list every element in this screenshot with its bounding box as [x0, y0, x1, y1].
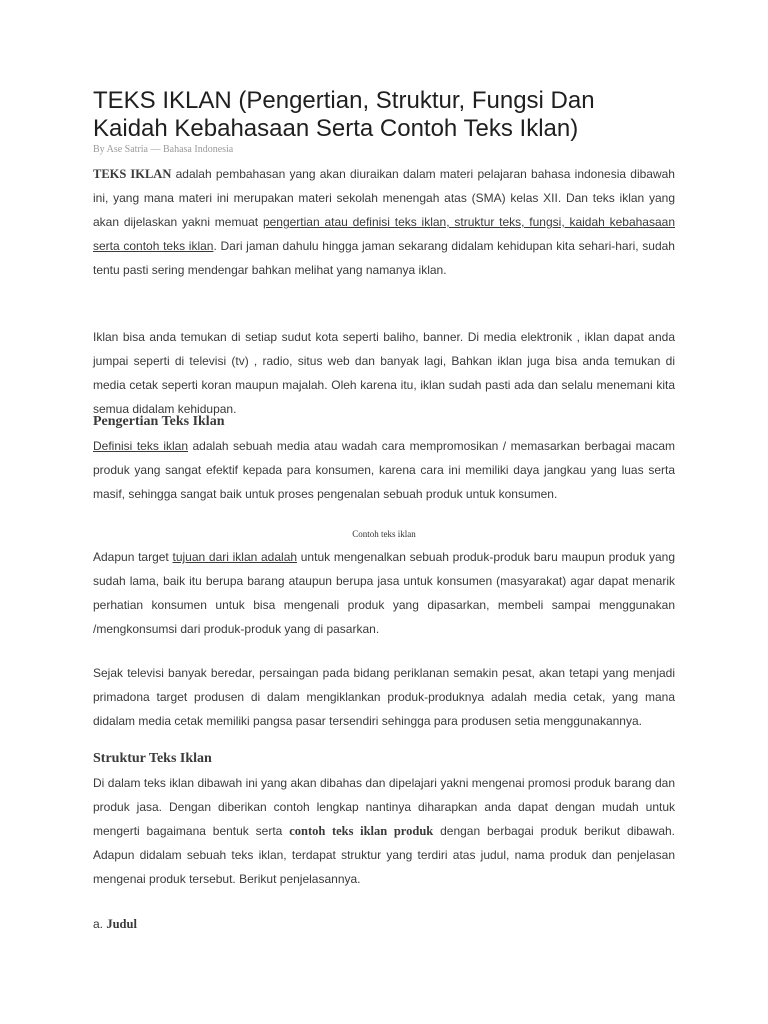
list-item-judul	[93, 917, 137, 932]
intro-text-1: adalah pembahasan yang akan diuraikan dalam materi pelajaran bahasa indonesia dibawah ini, yang mana materi ini merupakan materi sekolah menengah atas (SMA) kelas XII. Dan teks iklan yang akan dijelaskan yakni memuat	[93, 167, 675, 229]
paragraph-struktur	[93, 771, 675, 891]
struktur-text-1: Di dalam teks iklan dibawah ini yang akan dibahas dan dipelajari yakni mengenai promosi produk barang dan produk jasa. Dengan diberikan contoh lengkap nantinya diharapkan anda dapat dengan mudah untuk mengerti bagaimana bentuk serta	[93, 776, 675, 838]
intro-paragraph	[93, 162, 675, 282]
image-caption: Contoh teks iklan	[352, 529, 416, 539]
intro-text-2: . Dari jaman dahulu hingga jaman sekarang didalam kehidupan kita sehari-hari, sudah tentu pasti sering mendengar bahkan melihat yang namanya iklan.	[93, 239, 675, 277]
heading-pengertian: Pengertian Teks Iklan	[93, 414, 225, 429]
intro-lead: TEKS IKLAN	[93, 167, 172, 181]
paragraph-media: Iklan bisa anda temukan di setiap sudut kota seperti baliho, banner. Di media elektronik , iklan dapat anda jumpai seperti di televisi (tv) , radio, situs web dan banyak lagi, Bahkan iklan juga bisa anda temukan di media cetak seperti koran maupun majalah. Oleh karena itu, iklan sudah pasti ada dan selalu menemani kita semua didalam kehidupan.	[93, 330, 675, 416]
item-a-prefix: a.	[93, 917, 107, 931]
struktur-text-2: dengan berbagai produk berikut dibawah. Adapun didalam sebuah teks iklan, terdapat struktur yang terdiri atas judul, nama produk dan penjelasan mengenai produk tersebut. Berikut penjelasannya.	[93, 824, 676, 886]
article-byline[interactable]: By Ase Satria — Bahasa Indonesia	[93, 144, 234, 155]
target-link[interactable]: tujuan dari iklan adalah	[172, 550, 298, 564]
paragraph-televisi: Sejak televisi banyak beredar, persaingan pada bidang periklanan semakin pesat, akan tetapi yang menjadi primadona target produsen di dalam mengiklankan produk-produknya adalah media cetak, yang mana didalam media cetak memiliki pangsa pasar tersendiri sehingga para produsen setia menggunakannya.	[93, 666, 675, 728]
heading-struktur: Struktur Teks Iklan	[93, 751, 212, 766]
paragraph-target	[93, 545, 675, 641]
item-a-label: Judul	[106, 917, 137, 931]
target-text-2: untuk mengenalkan sebuah produk-produk baru maupun produk yang sudah lama, baik itu berupa barang ataupun berupa jasa untuk konsumen (masyarakat) agar dapat menarik perhatian konsumen untuk bisa mengenali produk yang dipasarkan, membeli sampai menggunakan /mengkonsumsi dari produk-produk yang di pasarkan.	[93, 550, 675, 636]
struktur-bold: contoh teks iklan produk	[289, 824, 434, 838]
article-title: TEKS IKLAN (Pengertian, Struktur, Fungsi Dan Kaidah Kebahasaan Serta Contoh Teks Iklan)	[93, 87, 595, 142]
definisi-text: adalah sebuah media atau wadah cara mempromosikan / memasarkan berbagai macam produk yang sangat efektif kepada para konsumen, karena cara ini memiliki daya jangkau yang luas serta masif, sehingga sangat baik untuk proses pengenalan sebuah produk untuk konsumen.	[93, 439, 675, 501]
definisi-link[interactable]: Definisi teks iklan	[93, 439, 189, 453]
intro-link[interactable]: pengertian atau definisi teks iklan, struktur teks, fungsi, kaidah kebahasaan serta contoh teks iklan	[93, 215, 675, 253]
target-text-1: Adapun target	[93, 550, 173, 564]
paragraph-definisi	[93, 434, 675, 506]
